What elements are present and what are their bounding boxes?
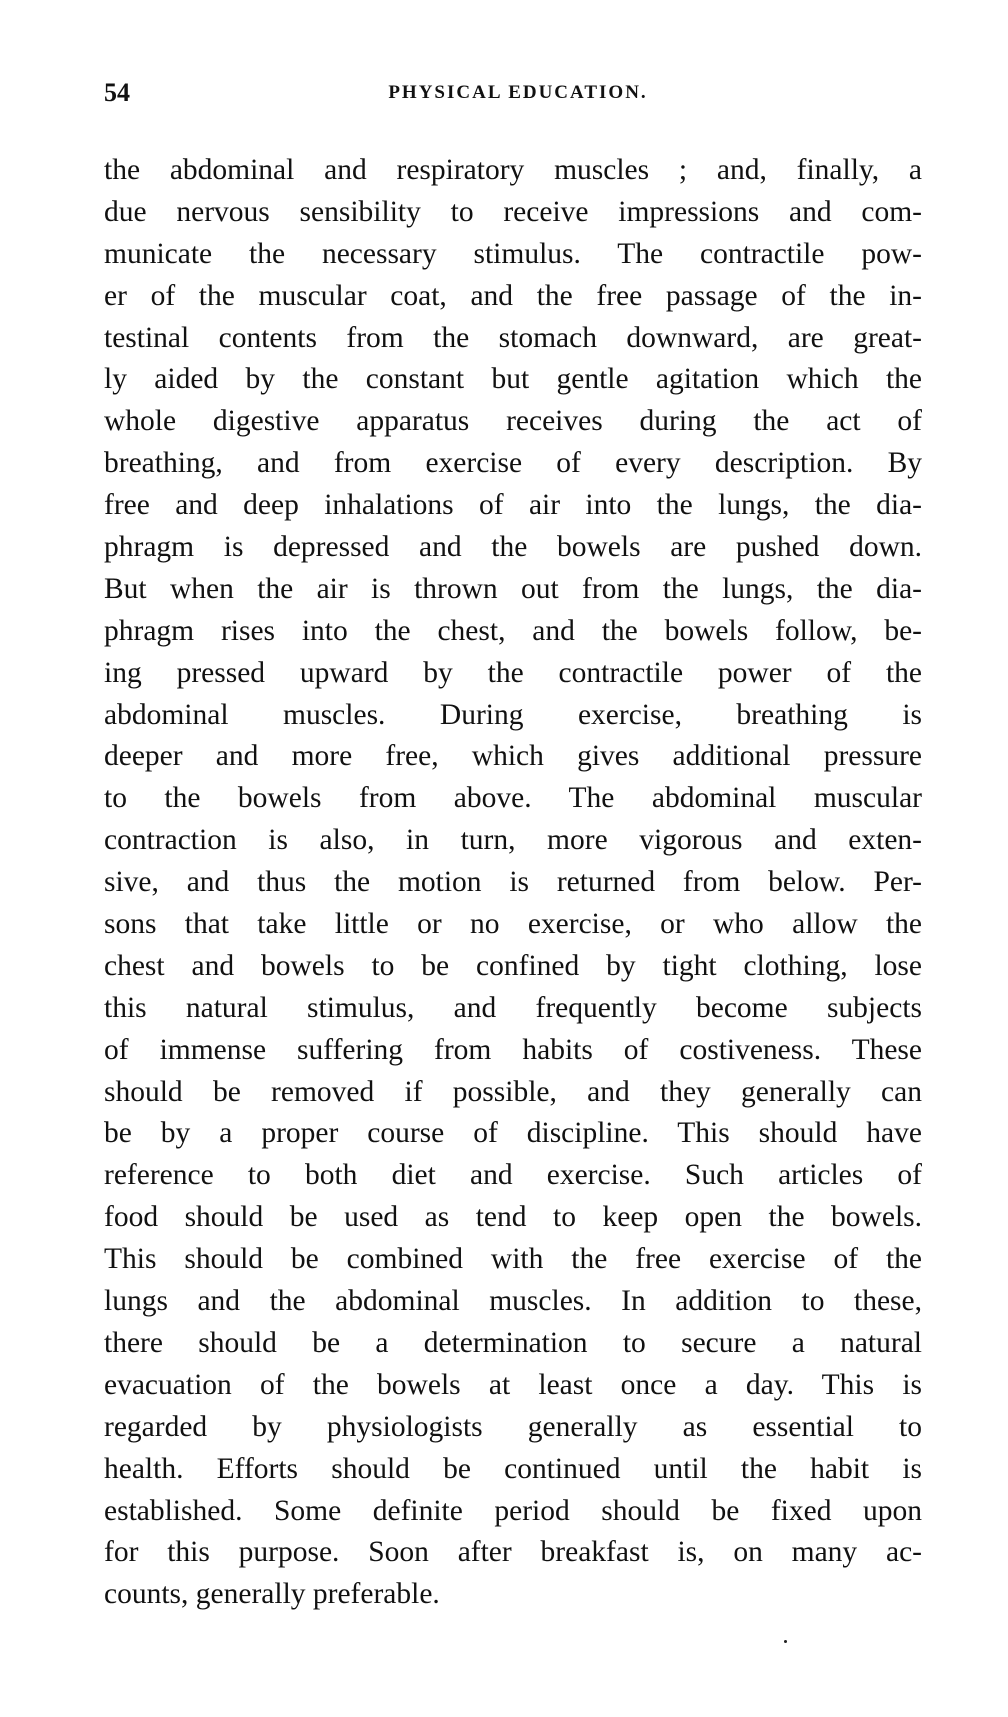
text-line: should be removed if possible, and they generally can	[104, 1075, 922, 1108]
text-line: lungs and the abdominal muscles. In addition to these,	[104, 1285, 922, 1318]
text-line: be by a proper course of discipline. This should have	[104, 1117, 922, 1150]
text-line: deeper and more free, which gives additional pressure	[104, 740, 922, 773]
text-line: sons that take little or no exercise, or who allow the	[104, 908, 922, 941]
text-line: This should be combined with the free exercise of the	[104, 1243, 922, 1276]
text-line: there should be a determination to secure a natural	[104, 1326, 922, 1359]
text-line: whole digestive apparatus receives during the act of	[104, 405, 922, 438]
text-line: contraction is also, in turn, more vigorous and exten-	[104, 824, 922, 857]
text-line: ing pressed upward by the contractile power of the	[104, 656, 922, 689]
text-line: regarded by physiologists generally as essential to	[104, 1410, 922, 1443]
text-line: of immense suffering from habits of costiveness. These	[104, 1033, 922, 1066]
text-line: the abdominal and respiratory muscles ; and, finally, a	[104, 154, 922, 186]
page-header	[104, 78, 922, 114]
text-line: counts, generally preferable.	[104, 1578, 440, 1611]
text-line: health. Efforts should be continued until the habit is	[104, 1452, 922, 1485]
text-line: ly aided by the constant but gentle agitation which the	[104, 363, 922, 396]
text-line: food should be used as tend to keep open the bowels.	[104, 1201, 922, 1234]
text-line: chest and bowels to be confined by tight clothing, lose	[104, 949, 922, 982]
body-paragraph	[104, 150, 922, 1616]
text-line: testinal contents from the stomach downward, are great-	[104, 321, 922, 354]
text-line: phragm is depressed and the bowels are pushed down.	[104, 531, 922, 564]
text-line: established. Some definite period should be fixed upon	[104, 1494, 922, 1527]
text-line: abdominal muscles. During exercise, breathing is	[104, 698, 922, 731]
text-line: phragm rises into the chest, and the bowels follow, be-	[104, 614, 922, 647]
text-line: reference to both diet and exercise. Such articles of	[104, 1159, 922, 1192]
text-line: er of the muscular coat, and the free passage of the in-	[104, 279, 922, 312]
text-line: breathing, and from exercise of every description. By	[104, 447, 922, 480]
text-line: this natural stimulus, and frequently become subjects	[104, 991, 922, 1024]
text-line: sive, and thus the motion is returned from below. Per-	[104, 866, 922, 899]
text-line: due nervous sensibility to receive impressions and com-	[104, 195, 922, 228]
text-line: for this purpose. Soon after breakfast is, on many ac-	[104, 1536, 922, 1569]
text-line: free and deep inhalations of air into the lungs, the dia-	[104, 489, 922, 522]
running-title: PHYSICAL EDUCATION.	[388, 82, 648, 103]
text-line: to the bowels from above. The abdominal muscular	[104, 782, 922, 815]
scan-speck	[784, 1640, 787, 1643]
page-number: 54	[104, 78, 130, 107]
text-line: municate the necessary stimulus. The contractile pow-	[104, 237, 922, 270]
text-line: evacuation of the bowels at least once a day. This is	[104, 1368, 922, 1401]
text-line: But when the air is thrown out from the lungs, the dia-	[104, 572, 922, 605]
